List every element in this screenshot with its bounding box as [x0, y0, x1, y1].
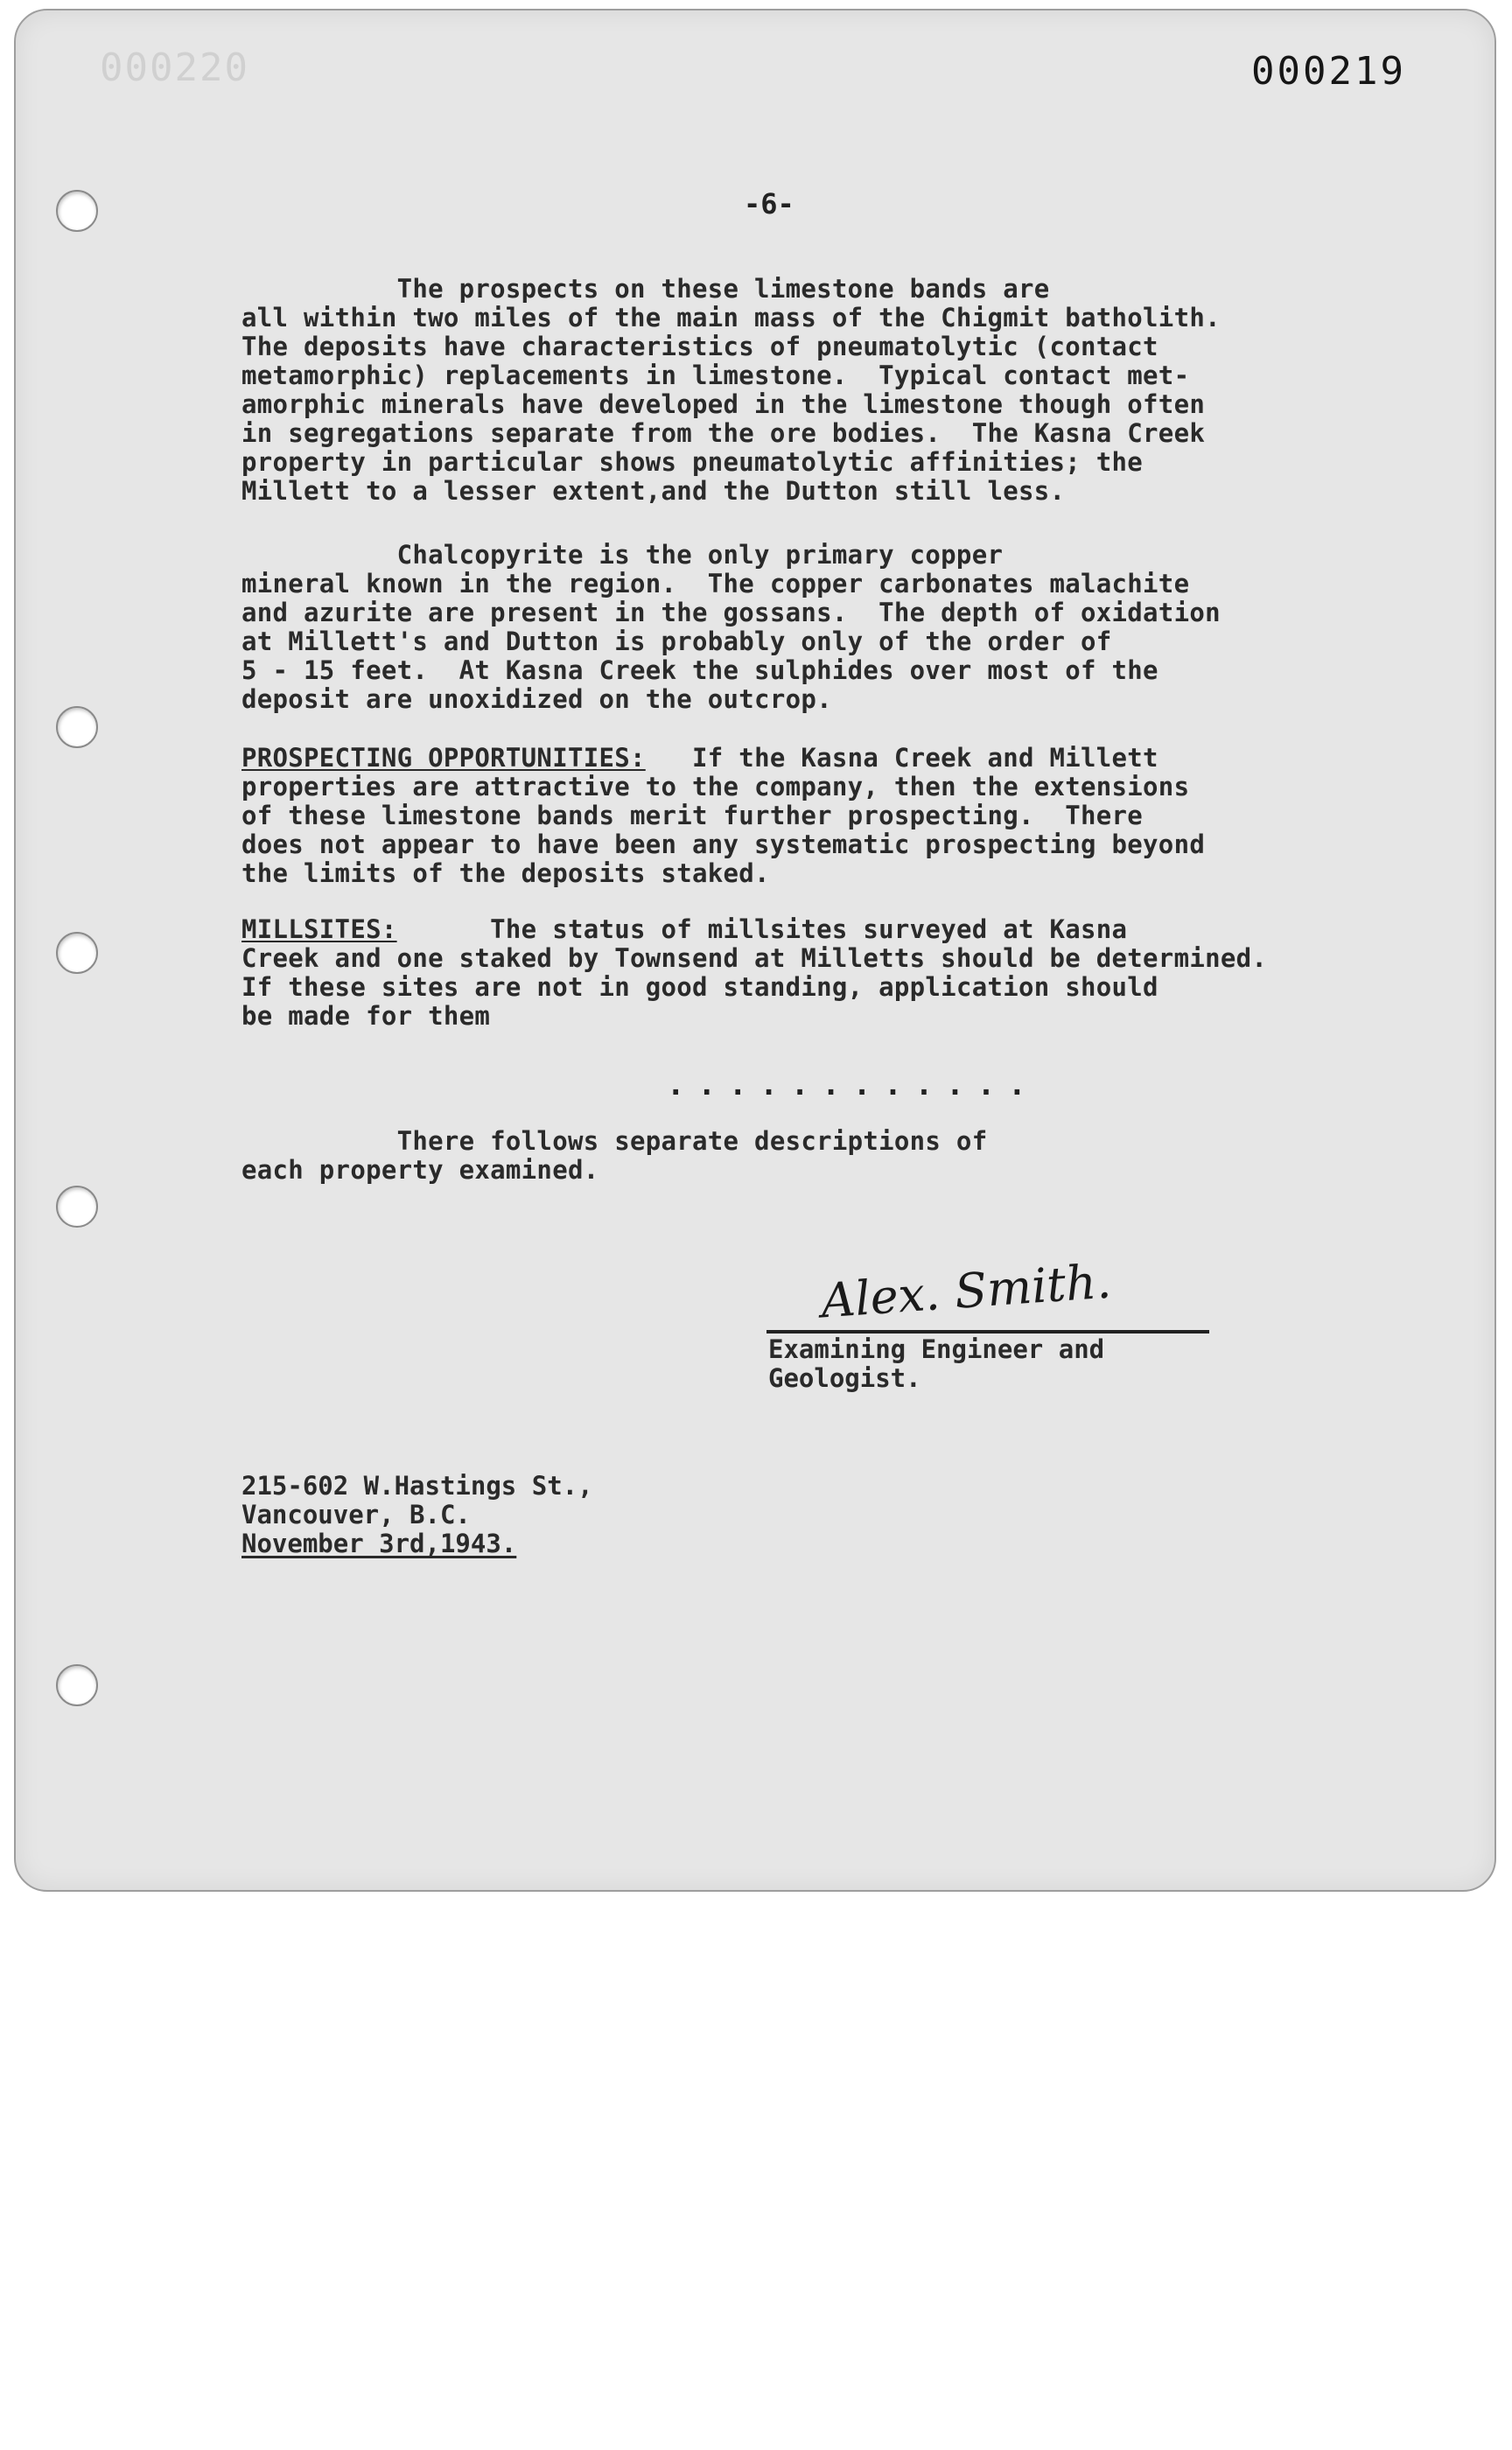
paragraph-2: Chalcopyrite is the only primary copper mineral known in the region. The copper carbonates malachite and azurite are present in the gossans. The depth of oxidation at Millett's and Dutton is probably only of the order of 5 - 15 feet. At Kasna Creek the sulphides over most of the deposit are unoxidized on the outcrop.: [242, 540, 1221, 714]
signature-line: [766, 1330, 1209, 1334]
page-number: 000219: [1251, 49, 1406, 94]
signature: Alex. Smith.: [819, 1253, 1113, 1329]
document-date: November 3rd,1943.: [242, 1529, 517, 1558]
closing-paragraph: There follows separate descriptions of each property examined.: [242, 1126, 988, 1185]
paragraph-1: The prospects on these limestone bands are all within two miles of the main mass of the Chigmit batholith. The deposits have characteristics of pneumatolytic (contact metamorphic) replacements in limestone. Typical contact met- amorphic minerals have developed in the limestone though often in segregations separate from the ore bodies. The Kasna Creek property in particular shows pneumatolytic affinities; the Millett to a lesser extent,and the Dutton still less.: [242, 274, 1221, 506]
address-block: [242, 1472, 593, 1558]
binder-hole: [56, 1664, 98, 1706]
separator-dots: ............: [667, 1068, 1040, 1102]
bleed-through-number: 000220: [100, 46, 249, 90]
page-label: -6-: [744, 187, 794, 220]
prospecting-heading: PROSPECTING OPPORTUNITIES:: [242, 743, 646, 773]
millsites-heading: MILLSITES:: [242, 914, 397, 944]
signer-title: Examining Engineer and Geologist.: [768, 1334, 1105, 1393]
binder-hole: [56, 190, 98, 232]
binder-hole: [56, 932, 98, 974]
address-lines: 215-602 W.Hastings St., Vancouver, B.C.: [242, 1471, 593, 1530]
millsites-text: The status of millsites surveyed at Kasna Creek and one staked by Townsend at Milletts should be determined. If these sites are not in good standing, application should be made for them: [242, 914, 1268, 1031]
prospecting-text: If the Kasna Creek and Millett properties are attractive to the company, then the extensions of these limestone bands merit further prospecting. There does not appear to have been any systematic prospecting beyond the limits of the deposits staked.: [242, 743, 1206, 888]
document-page: [14, 9, 1496, 1892]
binder-hole: [56, 1186, 98, 1228]
binder-hole: [56, 706, 98, 748]
prospecting-section: [242, 744, 1205, 888]
millsites-section: [242, 915, 1267, 1031]
